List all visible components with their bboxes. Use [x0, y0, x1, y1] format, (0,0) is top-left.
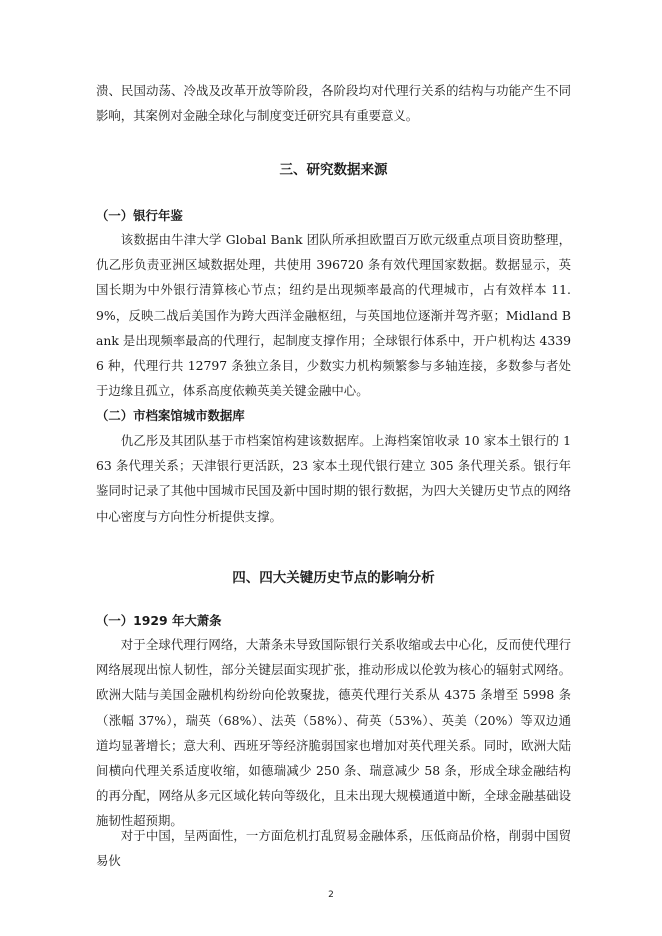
subsection-heading-bank-yearbook: （一）银行年鉴: [96, 208, 183, 223]
subsection-heading-great-depression: （一）1929 年大萧条: [96, 613, 222, 628]
subsection-heading-archive-database: （二）市档案馆城市数据库: [96, 408, 245, 423]
paragraph-bank-yearbook: [96, 227, 571, 403]
paragraph-text: 对于中国，呈两面性，一方面危机打乱贸易金融体系，压低商品价格，削弱中国贸易伙: [96, 828, 571, 869]
paragraph-archive-database: [96, 428, 571, 529]
page-number: 2: [328, 890, 334, 900]
paragraph-text: 溃、民国动荡、冷战及改革开放等阶段，各阶段均对代理行关系的结构与功能产生不同影响，其案例对金融全球化与制度变迁研究具有重要意义。: [96, 83, 571, 124]
paragraph-text: 该数据由牛津大学 Global Bank 团队所承担欧盟百万欧元级重点项目资助整理，仇乙彤负责亚洲区域数据处理，共使用 396720 条有效代理国家数据。数据显示，英国长期为中外银行清算核心节点；纽约是出现频率最高的代理城市，占有效样本 11.9%，反映二战后美国作为跨大西洋金融枢纽，与英国地位逐渐并驾齐驱；Midland Bank 是出现频率最高的代理行，起制度支撑作用；全球银行体系中，开户机构达 43396 种，代理行共 12797 条独立条目，少数实力机构频繁参与多轴连接，多数参与者处于边缘且孤立，体系高度依赖英美关键金融中心。: [96, 232, 571, 399]
paragraph-great-depression-china: [96, 823, 571, 873]
paragraph-text: 仇乙彤及其团队基于市档案馆构建该数据库。上海档案馆收录 10 家本土银行的 163 条代理关系；天津银行更活跃，23 家本土现代银行建立 305 条代理关系。银行年鉴同时记录了其他中国城市民国及新中国时期的银行数据，为四大关键历史节点的网络中心密度与方向性分析提供支撑。: [96, 433, 571, 524]
paragraph-text: 对于全球代理行网络，大萧条未导致国际银行关系收缩或去中心化，反而使代理行网络展现出惊人韧性，部分关键层面实现扩张，推动形成以伦敦为核心的辐射式网络。欧洲大陆与美国金融机构纷纷向伦敦聚拢，德英代理行关系从 4375 条增至 5998 条（涨幅 37%），瑞英（68%）、法英（58%）、荷英（53%）、英美（20%）等双边通道均显著增长；意大利、西班牙等经济脆弱国家也增加对英代理关系。同时，欧洲大陆间横向代理关系适度收缩，如德瑞减少 250 条、瑞意减少 58 条，形成全球金融结构的再分配，网络从多元区域化转向等级化，且未出现大规模通道中断，全球金融基础设施韧性超预期。: [96, 637, 571, 829]
section-heading-3: 三、研究数据来源: [279, 162, 388, 178]
section-heading-4: 四、四大关键历史节点的影响分析: [232, 570, 435, 586]
paragraph-great-depression-global: [96, 632, 571, 834]
paragraph-continued: [96, 78, 571, 128]
